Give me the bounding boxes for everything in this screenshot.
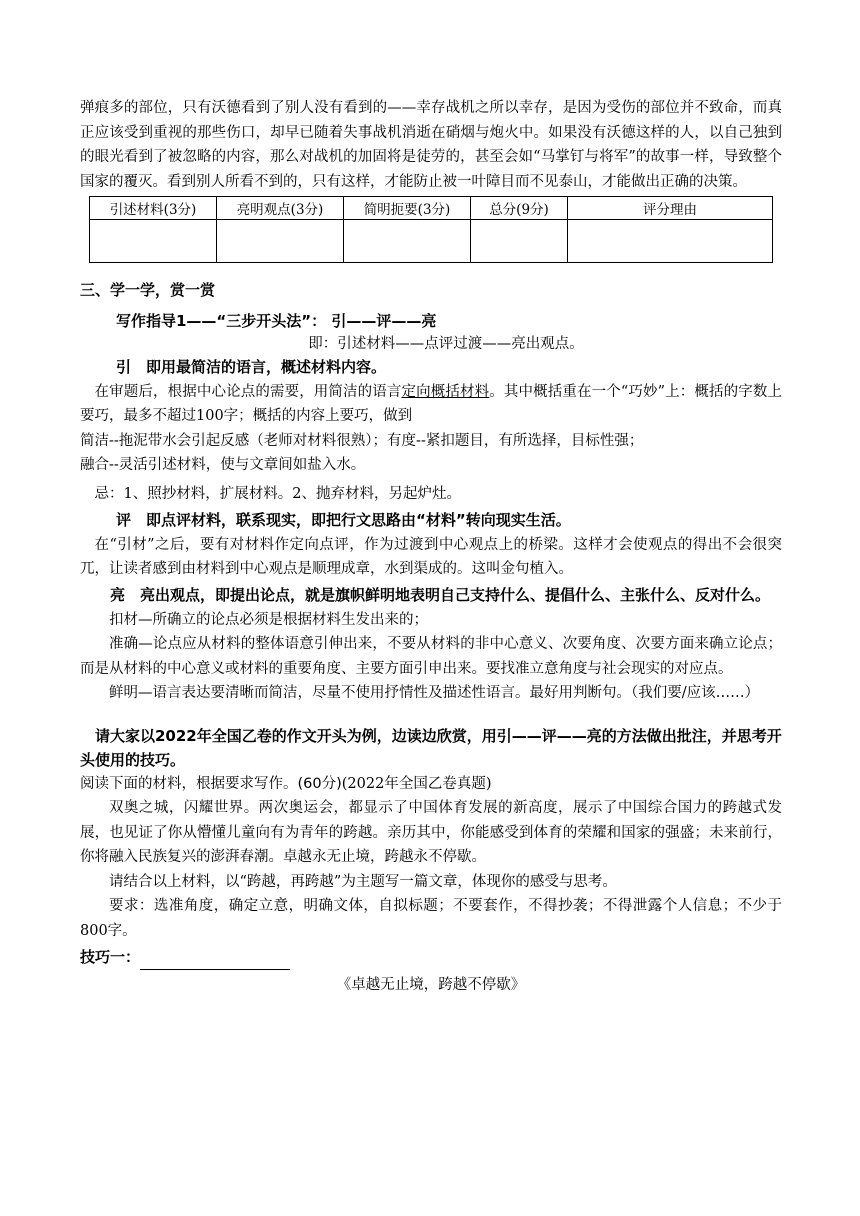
- yin-p1-underlined: 定向概括材料: [401, 383, 490, 400]
- guide-title: 写作指导1——“三步开头法”： 引——评——亮: [116, 312, 437, 330]
- yin-paragraph-3: 融合--灵活引述材料，使与文章间如盐入水。: [80, 457, 366, 473]
- score-cell-cite[interactable]: [90, 220, 217, 263]
- score-cell-total[interactable]: [471, 220, 568, 263]
- score-cell-concise[interactable]: [344, 220, 471, 263]
- score-header-total: 总分(9分): [471, 197, 568, 220]
- liang-paragraph-2: 准确—论点应从材料的整体语意引伸出来，不要从材料的非中心意义、次要角度、次要方面来确立论点；而是从材料的中心意义或材料的重要角度、主要方面引申出来。要找准立意角度与社会现实的对应点。: [80, 636, 782, 677]
- yin-p1-b: 。其中概括重在一个“巧妙”上：概括的字数上要巧，最多不超过100字；概括的内容上要巧，做到: [80, 383, 783, 424]
- material-paragraph-2: 请结合以上材料，以“跨越，再跨越”为主题写一篇文章，体现你的感受与思考。: [109, 873, 617, 890]
- yin-p1-a: 在审题后，根据中心论点的需要，用简洁的语言: [94, 383, 402, 400]
- yin-paragraph-2: 简洁--拖泥带水会引起反感（老师对材料很熟）；有度--紧扣题目，有所选择，目标性强；: [80, 432, 644, 449]
- score-table-header-row: [90, 197, 773, 220]
- liang-paragraph-1: 扣材—所确立的论点必须是根据材料生发出来的；: [109, 611, 428, 628]
- read-instruction-source: (2022年全国乙卷真题): [341, 775, 492, 792]
- read-instruction-main: 阅读下面的材料，根据要求写作。(60分): [80, 775, 342, 792]
- score-cell-reason[interactable]: [568, 220, 773, 263]
- exercise-prompt: 请大家以2022年全国乙卷的作文开头为例，边读边欣赏，用引——评——亮的方法做出批注，并思考开头使用的技巧。: [80, 726, 782, 769]
- document-page: [80, 96, 782, 998]
- score-header-view: 亮明观点(3分): [217, 197, 344, 220]
- score-table: [89, 196, 773, 263]
- intro-paragraph: 弹痕多的部位，只有沃德看到了别人没有看到的——幸存战机之所以幸存，是因为受伤的部位并不致命，而真正应该受到重视的那些伤口，却早已随着失事战机消逝在硝烟与炮火中。如果没有沃德这样的人，以自己独到的眼光看到了被忽略的内容，那么对战机的加固将是徒劳的，甚至会如“马掌钉与将军”的故事一样，导致整个国家的覆灭。看到别人所看不到的，只有这样，才能防止被一叶障目而不见泰山，才能做出正确的决策。: [80, 100, 782, 190]
- ping-paragraph: 在“引材”之后，要有对材料作定向点评，作为过渡到中心观点上的桥梁。这样才会使观点的得出不会很突兀，让读者感到由材料到中心观点是顺理成章，水到渠成的。这叫金句植入。: [80, 536, 782, 577]
- liang-paragraph-3: 鲜明—语言表达要清晰而简洁，尽量不使用抒情性及描述性语言。最好用判断句。（我们要/应该……）: [109, 685, 760, 701]
- score-header-reason: 评分理由: [568, 197, 773, 220]
- material-paragraph-1: 双奥之城，闪耀世界。两次奥运会，都显示了中国体育发展的新高度，展示了中国综合国力的跨越式发展，也见证了你从懵懂儿童向有为青年的跨越。亲历其中，你能感受到体育的荣耀和国家的强盛；未来前行，你将融入民族复兴的澎湃春潮。卓越永无止境，跨越永不停歇。: [80, 800, 782, 865]
- score-header-concise: 简明扼要(3分): [344, 197, 471, 220]
- score-cell-view[interactable]: [217, 220, 344, 263]
- tip-line: [80, 945, 782, 970]
- score-table-input-row: [90, 220, 773, 263]
- read-instruction: [80, 772, 782, 797]
- tip-label: 技巧一：: [80, 948, 141, 966]
- yin-paragraph-1: [80, 380, 782, 429]
- material-paragraph-3: 要求：选准角度，确定立意，明确文体，自拟标题；不要套作，不得抄袭；不得泄露个人信息；不少于800字。: [80, 898, 782, 939]
- tip-answer-blank[interactable]: [140, 953, 290, 970]
- yin-paragraph-4: 忌：1、照抄材料，扩展材料。2、抛弃材料，另起炉灶。: [94, 485, 461, 502]
- yin-heading: 引 即用最简洁的语言，概述材料内容。: [116, 358, 387, 376]
- guide-subtitle: 即：引述材料——点评过渡——亮出观点。: [308, 336, 584, 352]
- score-header-cite: 引述材料(3分): [90, 197, 217, 220]
- section-title: 三、学一学，赏一赏: [80, 281, 216, 299]
- ping-heading: 评 即点评材料，联系现实，即把行文思路由“材料”转向现实生活。: [116, 511, 571, 529]
- essay-title: 《卓越无止境，跨越不停歇》: [336, 976, 526, 993]
- liang-heading: 亮 亮出观点，即提出论点，就是旗帜鲜明地表明自己支持什么、提倡什么、主张什么、反对什么。: [110, 585, 771, 604]
